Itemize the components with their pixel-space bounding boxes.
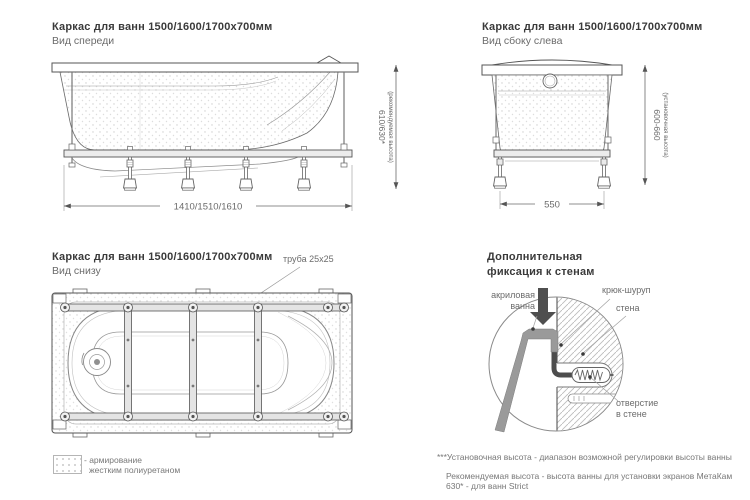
side-rim bbox=[482, 65, 622, 75]
side-frame-rail bbox=[494, 150, 610, 157]
side-view-drawing bbox=[465, 53, 695, 218]
side-width-dimension bbox=[500, 191, 604, 211]
front-view-drawing bbox=[35, 53, 415, 238]
lower-anchor bbox=[568, 394, 620, 403]
side-view-subtitle: Вид сбоку слева bbox=[482, 35, 563, 47]
legend-label-line2: жестким полиуретаном bbox=[89, 465, 181, 475]
hook-screw-label: крюк-шуруп bbox=[602, 285, 651, 295]
front-view-title: Каркас для ванн 1500/1600/1700x700мм bbox=[52, 21, 273, 33]
front-width-dimension-label: 1410/1510/1610 bbox=[173, 201, 243, 213]
wall-hole-label: отверстие в стене bbox=[616, 398, 659, 419]
fixation-title-line1: Дополнительная bbox=[487, 251, 583, 263]
side-rim-curve bbox=[492, 60, 612, 65]
fixation-title-line2: фиксация к стенам bbox=[487, 266, 595, 278]
front-height-dimension-note: (рекомендуемая высота) bbox=[387, 91, 394, 163]
pipe-size-label: труба 25x25 bbox=[283, 254, 334, 264]
threaded-screw bbox=[572, 368, 614, 383]
bottom-view-drawing bbox=[40, 250, 390, 460]
front-height-dimension-label: 610/630* bbox=[377, 109, 387, 145]
footnote-strict: 630* - для ванн Strict bbox=[446, 481, 529, 491]
bottom-view-subtitle: Вид снизу bbox=[52, 265, 101, 277]
legend-label-line1: - армирование bbox=[84, 455, 143, 465]
acrylic-bath-label: акриловая ванна bbox=[491, 290, 535, 311]
front-frame-rail bbox=[64, 150, 352, 157]
side-width-dimension-label: 550 bbox=[544, 199, 560, 211]
legend-hatch-swatch bbox=[53, 455, 82, 474]
footnote-installation-height: ***Установочная высота - диапазон возможной регулировки высоты ванны bbox=[437, 452, 732, 462]
side-height-dimension bbox=[645, 65, 669, 185]
front-height-dimension bbox=[377, 65, 396, 189]
side-view-title: Каркас для ванн 1500/1600/1700x700мм bbox=[482, 21, 703, 33]
front-bath-panel bbox=[52, 56, 358, 150]
headrest-peak bbox=[317, 56, 341, 63]
wall-label: стена bbox=[616, 303, 640, 313]
side-height-dimension-label: 600-660 bbox=[652, 109, 662, 141]
side-height-dimension-note: (установочная высота) bbox=[662, 92, 669, 158]
front-view-subtitle: Вид спереди bbox=[52, 35, 115, 47]
footnote-recommended-height: Рекомендуемая высота - высота ванны для установки экранов МетаКам bbox=[446, 471, 733, 481]
bottom-view-title: Каркас для ванн 1500/1600/1700x700мм bbox=[52, 251, 273, 263]
fixation-title bbox=[487, 250, 595, 280]
front-rim bbox=[52, 63, 358, 72]
side-legs bbox=[494, 157, 611, 188]
overflow-hole-icon bbox=[543, 74, 557, 88]
